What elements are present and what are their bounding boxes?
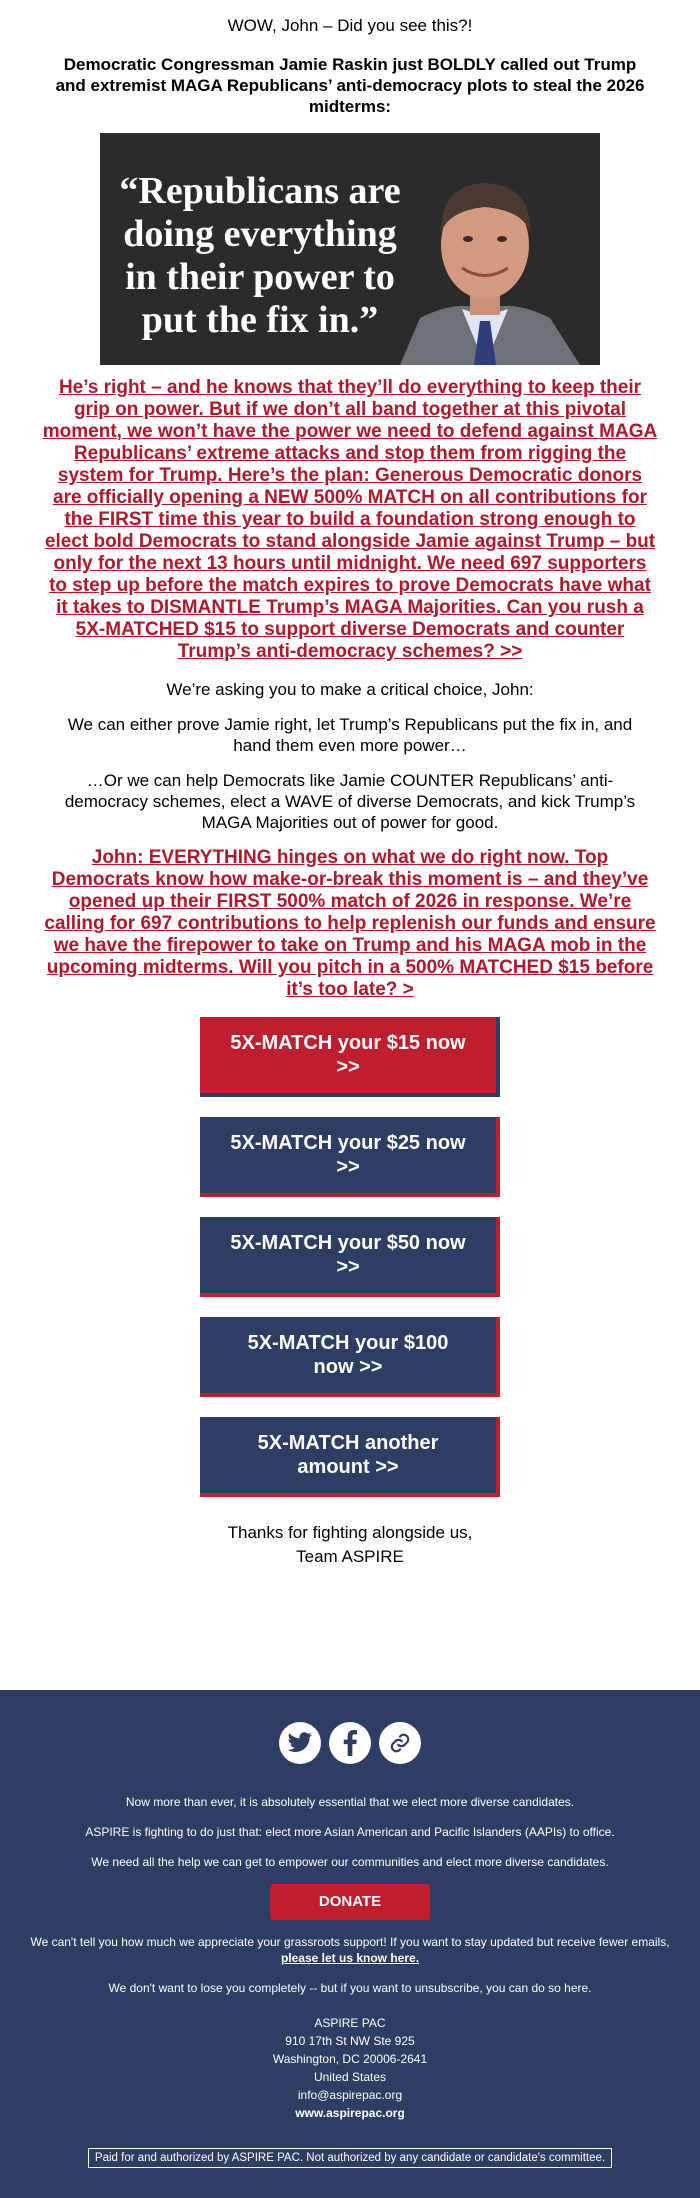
address-street: 910 17th St NW Ste 925 [285,2034,415,2048]
address-website[interactable]: www.aspirepac.org [295,2106,405,2120]
hero-quote-line-1: “Republicans are [119,170,401,212]
greeting: WOW, John – Did you see this?! [227,16,473,35]
hero-image[interactable] [100,133,600,365]
signoff-line-1: Thanks for fighting alongside us, [227,1523,473,1542]
paragraph-option-2: …Or we can help Democrats like Jamie COUNTER Republicans’ anti-democracy schemes, elect a WAVE of diverse Democrats, and kick Trump’s MAGA Majorities out of power for good. [64,771,636,832]
footer-text-4 [0,1934,700,1966]
address-email[interactable]: info@aspirepac.org [297,2088,403,2102]
unsubscribe-text[interactable]: We don't want to lose you completely -- but if you want to unsubscribe, you can do so here. [108,1981,592,1995]
footer-text-3: We need all the help we can get to empower our communities and elect more diverse candidates. [91,1855,609,1869]
main-content [42,0,658,1569]
donate-button[interactable]: DONATE [270,1884,430,1920]
hero-graphic [100,133,600,365]
address-org: ASPIRE PAC [314,2016,386,2030]
facebook-icon[interactable] [329,1722,371,1764]
headline: Democratic Congressman Jamie Raskin just BOLDLY called out Trump and extremist MAGA Republicans’ anti-democracy plots to steal the 2026 midterms: [55,55,645,116]
link-icon[interactable] [379,1722,421,1764]
footer-text-4-body: We can't tell you how much we appreciate your grassroots support! If you want to stay updated but receive fewer emails, [30,1935,670,1949]
paragraph-choice: We’re asking you to make a critical choice, John: [166,680,534,699]
hero-quote-line-2: doing everything [123,213,397,255]
hero-quote-line-4: put the fix in.” [141,299,379,341]
footer-text-2: ASPIRE is fighting to do just that: elect more Asian American and Pacific Islanders (AAPIs) to office. [85,1825,615,1839]
address-city: Washington, DC 20006-2641 [272,2052,428,2066]
match-100-button[interactable]: 5X-MATCH your $100 now >> [200,1317,500,1397]
donate-link-2[interactable]: John: EVERYTHING hinges on what we do right now. Top Democrats know how make-or-break this moment is – and they’ve opened up their FIRST 500% match of 2026 in response. We’re calling for 697 contributions to help replenish our funds and ensure we have the firepower to take on Trump and his MAGA mob in the upcoming midterms. Will you pitch in a 500% MATCHED $15 before it’s too late? > [44,847,656,1000]
footer-text-1: Now more than ever, it is absolutely essential that we elect more diverse candidates. [125,1795,575,1809]
match-other-amount-button[interactable]: 5X-MATCH another amount >> [200,1417,500,1497]
match-25-button[interactable]: 5X-MATCH your $25 now >> [200,1117,500,1197]
mailing-address [0,2014,700,2122]
paid-for-disclaimer: Paid for and authorized by ASPIRE PAC. Not authorized by any candidate or candidate's committee. [88,2148,612,2168]
paragraph-option-1: We can either prove Jamie right, let Trump’s Republicans put the fix in, and hand them even more power… [67,715,633,755]
footer [0,1690,700,2198]
signoff-signature: Team ASPIRE [296,1547,404,1566]
match-15-button[interactable]: 5X-MATCH your $15 now >> [200,1017,500,1097]
signoff [50,1521,650,1569]
social-links [0,1722,700,1764]
twitter-icon[interactable] [279,1722,321,1764]
fewer-emails-link[interactable]: please let us know here. [280,1951,420,1965]
donate-link-1[interactable]: He’s right – and he knows that they’ll do everything to keep their grip on power. But if we don’t all band together at this pivotal moment, we won’t have the power we need to defend against MAGA Republicans’ extreme attacks and stop them from rigging the system for Trump. Here’s the plan: Generous Democratic donors are officially opening a NEW 500% MATCH on all contributions for the FIRST time this year to build a foundation strong enough to elect bold Democrats to stand alongside Jamie against Trump – but only for the next 13 hours until midnight. We need 697 supporters to step up before the match expires to prove Democrats have what it takes to DISMANTLE Trump’s MAGA Majorities. Can you rush a 5X-MATCHED $15 to support diverse Democrats and counter Trump’s anti-democracy schemes? >> [42,377,658,662]
match-50-button[interactable]: 5X-MATCH your $50 now >> [200,1217,500,1297]
address-country: United States [313,2070,387,2084]
hero-quote-line-3: in their power to [125,256,395,298]
